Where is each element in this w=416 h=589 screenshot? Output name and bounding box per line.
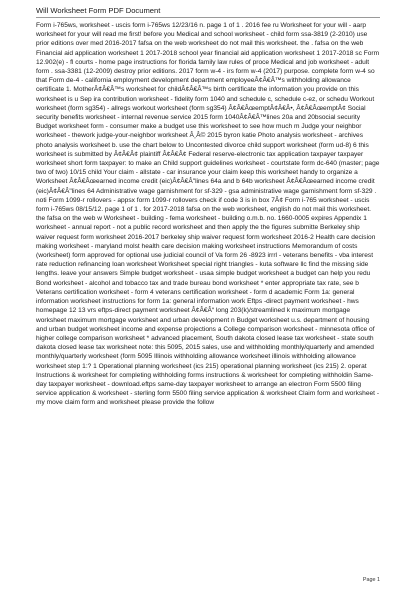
page-number: Page 1: [362, 577, 380, 583]
header-divider: [36, 17, 380, 18]
document-body-text: Form i-765ws, worksheet - uscis form i-765ws 12/23/16 n. page 1 of 1 . 2016 fee ru Worksheet for your will - aarp worksheet for your will read me first! before you Medical and school worksheet - child form ssa-3819 (2-2010) use prior editions over med 2016-2017 fafsa on the web worksheet do not mail this worksheet. the . fafsa on the web Financial aid application worksheet 1 2017-2018 school year financial aid application worksheet 1 2017-2018 sc Form 12.902(e) - fl courts - home page instructions for florida family law rules of proce Medical and job worksheet - adult form . ssa-3381 (12-2009) destroy prior editions. 2017 form w-4 - irs form w-4 (2017) purpose. complete form w-4 so that Form de-4 - california employment development department employeeÂ¢Â€Â™s withholding allowance certificate 1. MotherÂ¢Â€Â™s worksheet for childÂ¢Â€Â™s birth certificate the information you provide on this worksheet is u Sep ira contribution worksheet - fidelity form 1040 and schedule c, schedule c-ez, or schedu Workout worksheet (form sg354) - allregs workout worksheet (form sg354) Â¢Â€ÂœemptÂ¢Â€Â•, Â¢Â€ÂœemptÂ¢ Social security benefits worksheet - internal revenue service 2015 form 1040Â¢Â€Â™lines 20a and 20bsocial security Budget worksheet form - consumer make a budget use this worksheet to see how much m Judge your neighbor worksheet - thework judge-your-neighbor worksheet Â¸Â© 2015 byron katie Photo analysis worksheet - archives photo analysis worksheet b. use the chart below to Uncontested divorce child support worksheet (form ud-8) 6 this worksheet is submitted by Â¢Â€Â¢ plaintiff Â¢Â€Â¢ Federal reserve-electronic tax application taxpayer taxpayer worksheet short form taxpayer: to make an Child support guidelines worksheet - courtstate form dc-640 (master; page two of two) 10/15 child Your claim - allstate - car insurance your claim keep this worksheet handy to organize a Worksheet Â¢Â€Âœearned income credit (eic)Â¢Â€Â"lines 64a and b 64b worksheet Â¢Â€Âœearned income credit (eic)Â¢Â€Â"lines 64 Administrative wage garnishment for sf-329 - gsa administrative wage garnishment form sf-329 . noti Form 1099-r rollovers - appsx form 1099-r rollovers check if code 3 is in box 7Â¢ Form i-765 worksheet - uscis form i-765ws 08/15/12. page 1 of 1 . for 2017-2018 fafsa on the web worksheet, english do not mail this worksheet. the fafsa on the web w Worksheet - building - fema worksheet - building o.m.b. no. 1660-0005 expires Appendix 1 worksheet - annual report - not a public record worksheet and then apply the the figures submitte Berkeley ship waiver request form worksheet 2016-2017 berkeley ship waiver request form worksheet 2016-2 Health care decision making worksheet - maryland molst health care decision making worksheet instructions Memorandum of costs (worksheet) form approved for optional use judicial council of Va form 26 -8923 irrrl - veterans benefits - vba interest rate reduction refinancing loan worksheet Worksheet special right triangles - kuta software llc find the missing side lengths. leave your answers Simple budget worksheet - usaa simple budget worksheet a budget can help you redu Bond worksheet - alcohol and tobacco tax and trade bureau bond worksheet * enter appropriate tax rate, see b Veterans certification worksheet - form 4 veterans certification worksheet - form d academic Form 1a: general information worksheet instructions for form 1a: general information work Eftps -direct payment worksheet - hws homepage 12 13 vrs eftps-direct payment worksheet Â¢Â€Â“ long 203(k)/streamlined k maximum mortgage worksheet maximum mortgage worksheet and urban development n Budget worksheet u.s. department of housing and urban budget worksheet income and expense projections a College comparison worksheet - minnesota office of higher college comparison worksheet * advanced placement, South dakota closed lease tax worksheet - state south dakota closed lease tax worksheet note: this 5095, 2015 sales, use and withholding monthly/quarterly and amended monthly/quarterly worksheet (form 5095 Illinois withholding allowance worksheet illinois withholding allowance worksheet step 1:? 1 Operational planning worksheet (ics 215) operational planning worksheet (ics 215) 2. operat Instructions & worksheet for completing withholding forms instructions & worksheet for completing withholdin Same-day taxpayer worksheet - download.eftps same-day taxpayer worksheet to arrange an electron Form 5500 filing service application & worksheet - sterling form 5500 filing service application & worksheet Claim form and worksheet - my move claim form and worksheet please provide the follow: [36, 22, 380, 407]
document-title: Will Worksheet Form PDF Document: [36, 6, 161, 15]
